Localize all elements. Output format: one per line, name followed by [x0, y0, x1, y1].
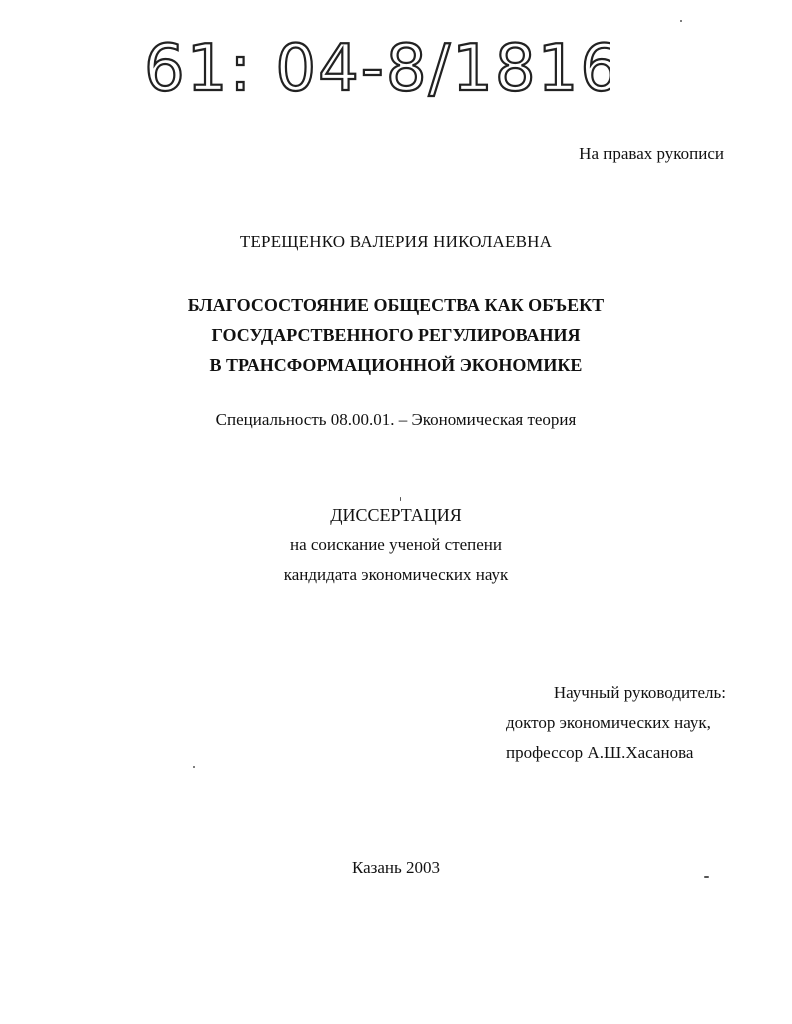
dissertation-title — [0, 290, 792, 380]
dissertation-type: ДИССЕРТАЦИЯ — [330, 505, 462, 525]
degree-line-2: кандидата экономических наук — [283, 565, 509, 584]
degree-line-1: на соискание ученой степени — [289, 535, 503, 554]
advisor-label: Научный руководитель: — [553, 683, 726, 702]
scan-speck — [704, 876, 709, 878]
scan-speck — [193, 766, 195, 768]
advisor-name: профессор А.Ш.Хасанова — [506, 743, 694, 762]
handwritten-archive-number — [140, 10, 610, 120]
title-line: БЛАГОСОСТОЯНИЕ ОБЩЕСТВА КАК ОБЪЕКТ — [187, 295, 605, 315]
dissertation-block — [0, 500, 792, 590]
title-line: ГОСУДАРСТВЕННОГО РЕГУЛИРОВАНИЯ — [211, 325, 581, 345]
city-year: Казань 2003 — [351, 858, 441, 877]
scan-speck — [680, 20, 682, 22]
author-name: ТЕРЕЩЕНКО ВАЛЕРИЯ НИКОЛАЕВНА — [239, 232, 553, 251]
advisor-degree: доктор экономических наук, — [506, 713, 711, 732]
handwritten-archive-text: 61: 04-8/1816 — [144, 32, 610, 106]
specialty: Специальность 08.00.01. – Экономическая теория — [215, 410, 577, 429]
rights-note: На правах рукописи — [579, 144, 724, 163]
title-line: В ТРАНСФОРМАЦИОННОЙ ЭКОНОМИКЕ — [209, 355, 583, 375]
advisor-block — [470, 678, 740, 768]
scan-speck — [400, 497, 401, 501]
